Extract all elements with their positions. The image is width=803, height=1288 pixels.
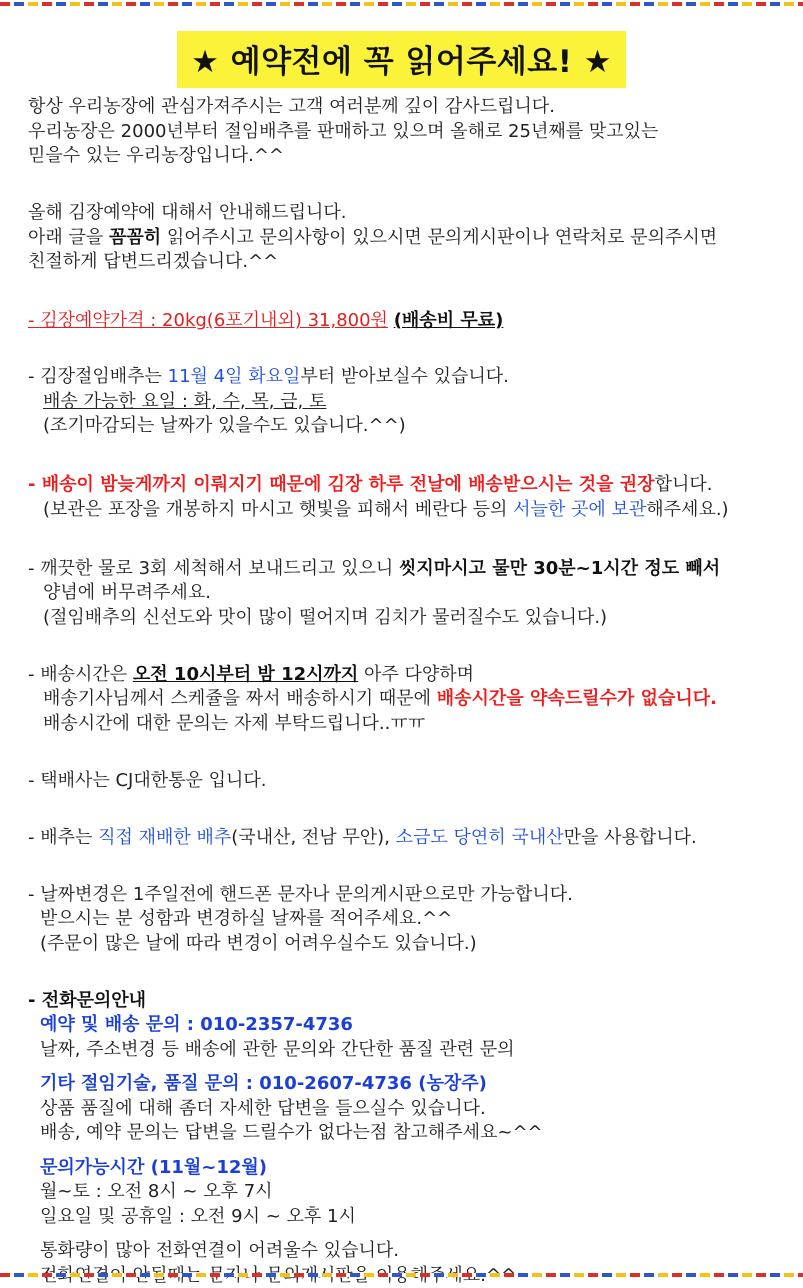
wash-emphasis: 씻지마시고 물만 30분~1시간 정도 빼서 — [399, 558, 720, 579]
shipping-free: (배송비 무료) — [394, 310, 504, 331]
time-text-rest: 아주 다양하며 — [358, 664, 474, 685]
guide-text: 아래 글을 — [28, 227, 109, 248]
wash-line-2: 양념에 버무려주세요. — [28, 581, 788, 606]
time-text: - 배송시간은 — [28, 664, 133, 685]
guide-text-rest: 읽어주시고 문의사항이 있으시면 문의게시판이나 연락처로 문의주시면 — [161, 227, 717, 248]
delivery-days — [28, 390, 788, 415]
time-range: 오전 10시부터 밤 12시까지 — [133, 664, 358, 685]
notice-content — [28, 95, 788, 1288]
intro-line-2: 우리농장은 2000년부터 절임배추를 판매하고 있으며 올해로 25년째를 맞고있는 — [28, 120, 788, 145]
guide-line-1: 올해 김장예약에 대해서 안내해드립니다. — [28, 201, 788, 226]
recommend-end: 합니다. — [655, 474, 713, 495]
title-wrap — [0, 31, 803, 88]
recommend-emphasis: - 배송이 밤늦게까지 이뤄지기 때문에 김장 하루 전날에 배송받으시는 것을 권장 — [28, 474, 655, 495]
hours-label: 문의가능시간 (11월~12월) — [28, 1156, 788, 1181]
courier-line: - 택배사는 CJ대한통운 입니다. — [28, 769, 788, 794]
delivery-start-line — [28, 365, 788, 390]
time-line-2 — [28, 687, 788, 712]
other-contact: 기타 절임기술, 품질 문의 : 010-2607-4736 (농장주) — [28, 1072, 788, 1097]
decorative-border-bottom — [0, 1273, 803, 1277]
wash-text: - 깨끗한 물로 3회 세척해서 보내드리고 있으니 — [28, 558, 399, 579]
reserve-desc: 날짜, 주소변경 등 배송에 관한 문의와 간단한 품질 관련 문의 — [28, 1038, 788, 1063]
time-line-3: 배송시간에 대한 문의는 자제 부탁드립니다..ㅠㅠ — [28, 712, 788, 737]
contact-note-1: 통화량이 많아 전화연결이 어려울수 있습니다. — [28, 1239, 788, 1264]
storage-line — [28, 498, 788, 523]
time-warning: 배송시간을 약속드릴수가 없습니다. — [437, 688, 717, 709]
origin-salt: 소금도 당연히 국내산 — [396, 827, 564, 848]
change-note: (주문이 많은 날에 따라 변경이 어려우실수도 있습니다.) — [28, 932, 788, 957]
guide-line-3: 친절하게 답변드리겠습니다.^^ — [28, 250, 788, 275]
origin-text: - 배추는 — [28, 827, 98, 848]
change-line: - 날짜변경은 1주일전에 핸드폰 문자나 문의게시판으로만 가능합니다. — [28, 883, 788, 908]
other-desc-1: 상품 품질에 대해 좀더 자세한 답변을 들으실수 있습니다. — [28, 1097, 788, 1122]
wash-note: (절임배추의 신선도와 맛이 많이 떨어지며 김치가 물러질수도 있습니다.) — [28, 606, 788, 631]
hours-weekday: 월~토 : 오전 8시 ~ 오후 7시 — [28, 1180, 788, 1205]
page-title: ★ 예약전에 꼭 읽어주세요! ★ — [177, 31, 626, 88]
origin-cabbage: 직접 재배한 배추 — [98, 827, 231, 848]
storage-text: (보관은 포장을 개봉하지 마시고 햇빛을 피해서 베란다 등의 — [43, 499, 513, 520]
recommend-line — [28, 473, 788, 498]
price-label: - 김장예약가격 : 20kg(6포기내외) 31,800원 — [28, 310, 388, 331]
hours-holiday: 일요일 및 공휴일 : 오전 9시 ~ 오후 1시 — [28, 1205, 788, 1230]
delivery-date: 11월 4일 화요일 — [168, 366, 301, 387]
guide-line-2 — [28, 226, 788, 251]
other-desc-2: 배송, 예약 문의는 답변을 드릴수가 없다는점 참고해주세요~^^ — [28, 1121, 788, 1146]
delivery-text-rest: 부터 받아보실수 있습니다. — [300, 366, 508, 387]
storage-end: 해주세요.) — [646, 499, 728, 520]
time-schedule: 배송기사님께서 스케쥴을 짜서 배송하시기 때문에 — [43, 688, 437, 709]
delivery-days-text: 배송 가능한 요일 : 화, 수, 목, 금, 토 — [43, 391, 326, 412]
delivery-text: - 김장절임배추는 — [28, 366, 168, 387]
origin-line — [28, 826, 788, 851]
delivery-note: (조기마감되는 날짜가 있을수도 있습니다.^^) — [28, 414, 788, 439]
guide-emphasis: 꼼꼼히 — [109, 227, 161, 248]
intro-line-3: 믿을수 있는 우리농장입니다.^^ — [28, 144, 788, 169]
wash-line — [28, 557, 788, 582]
change-line-2: 받으시는 분 성함과 변경하실 날짜를 적어주세요.^^ — [28, 907, 788, 932]
price-line — [28, 309, 788, 334]
origin-region: (국내산, 전남 무안), — [231, 827, 395, 848]
intro-line-1: 항상 우리농장에 관심가져주시는 고객 여러분께 깊이 감사드립니다. — [28, 95, 788, 120]
origin-end: 만을 사용합니다. — [564, 827, 697, 848]
contact-heading: - 전화문의안내 — [28, 989, 788, 1014]
storage-place: 서늘한 곳에 보관 — [513, 499, 646, 520]
decorative-border-top — [0, 2, 803, 6]
time-line — [28, 663, 788, 688]
reserve-contact: 예약 및 배송 문의 : 010-2357-4736 — [28, 1013, 788, 1038]
